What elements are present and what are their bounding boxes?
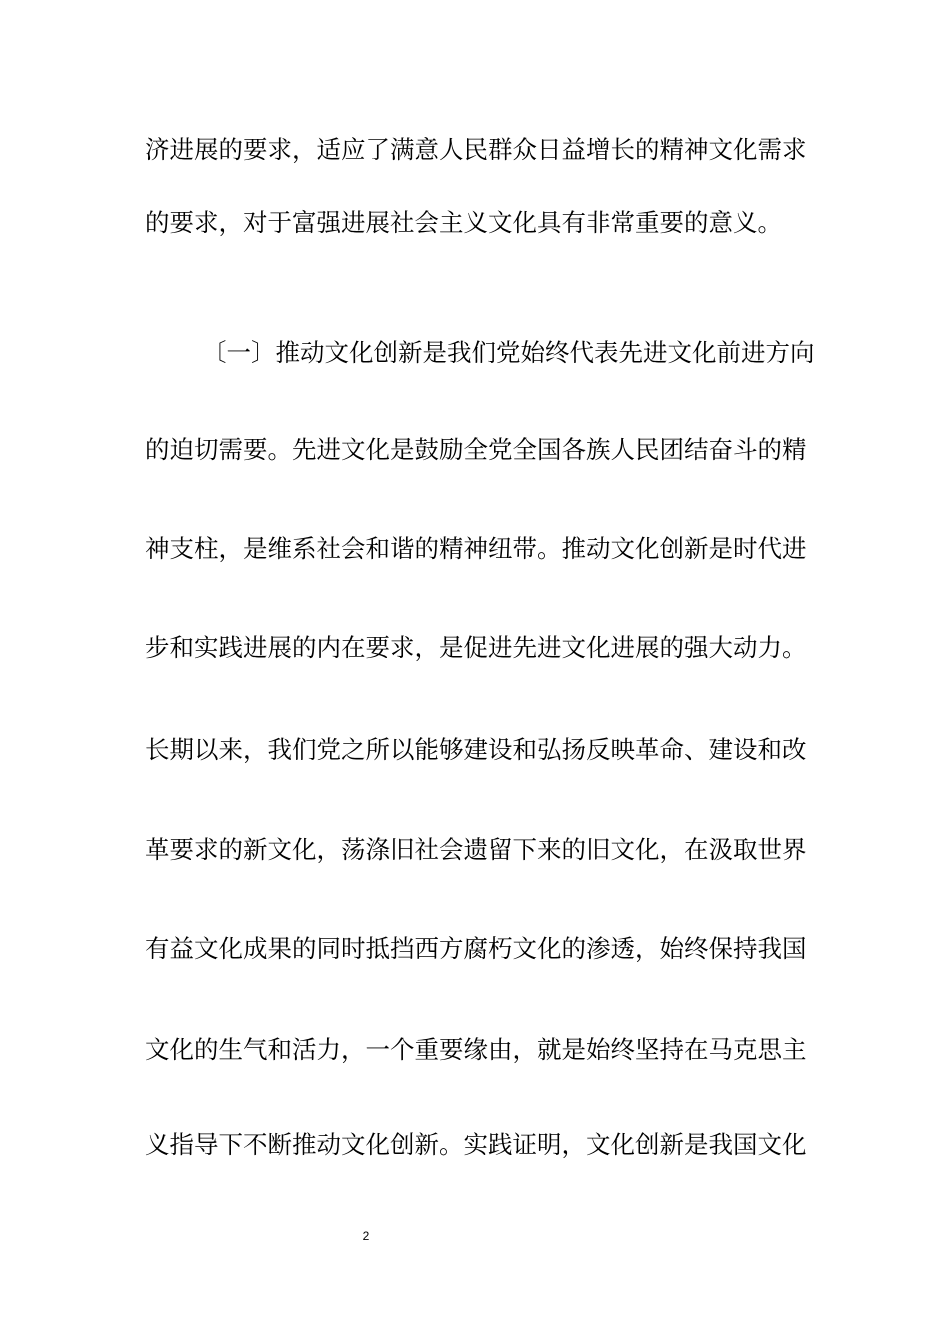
page-number: 2: [362, 1229, 370, 1243]
text-line: 长期以来，我们党之所以能够建设和弘扬反映革命、建设和改: [145, 735, 807, 764]
text-line: 济进展的要求，适应了满意人民群众日益增长的精神文化需求: [145, 135, 807, 164]
text-line: 革要求的新文化，荡涤旧社会遗留下来的旧文化，在汲取世界: [145, 835, 807, 864]
text-line: 的迫切需要。先进文化是鼓励全党全国各族人民团结奋斗的精: [145, 435, 807, 464]
text-line: 文化的生气和活力，一个重要缘由，就是始终坚持在马克思主: [145, 1035, 807, 1064]
text-line: 步和实践进展的内在要求，是促进先进文化进展的强大动力。: [145, 633, 807, 662]
text-line: 的要求，对于富强进展社会主义文化具有非常重要的意义。: [145, 208, 782, 237]
text-line: 神支柱，是维系社会和谐的精神纽带。推动文化创新是时代进: [145, 534, 807, 563]
text-line: 义指导下不断推动文化创新。实践证明，文化创新是我国文化: [145, 1130, 807, 1159]
paragraph-heading-line: 〔一〕推动文化创新是我们党始终代表先进文化前进方向: [202, 338, 815, 367]
text-line: 有益文化成果的同时抵挡西方腐朽文化的渗透，始终保持我国: [145, 934, 807, 963]
